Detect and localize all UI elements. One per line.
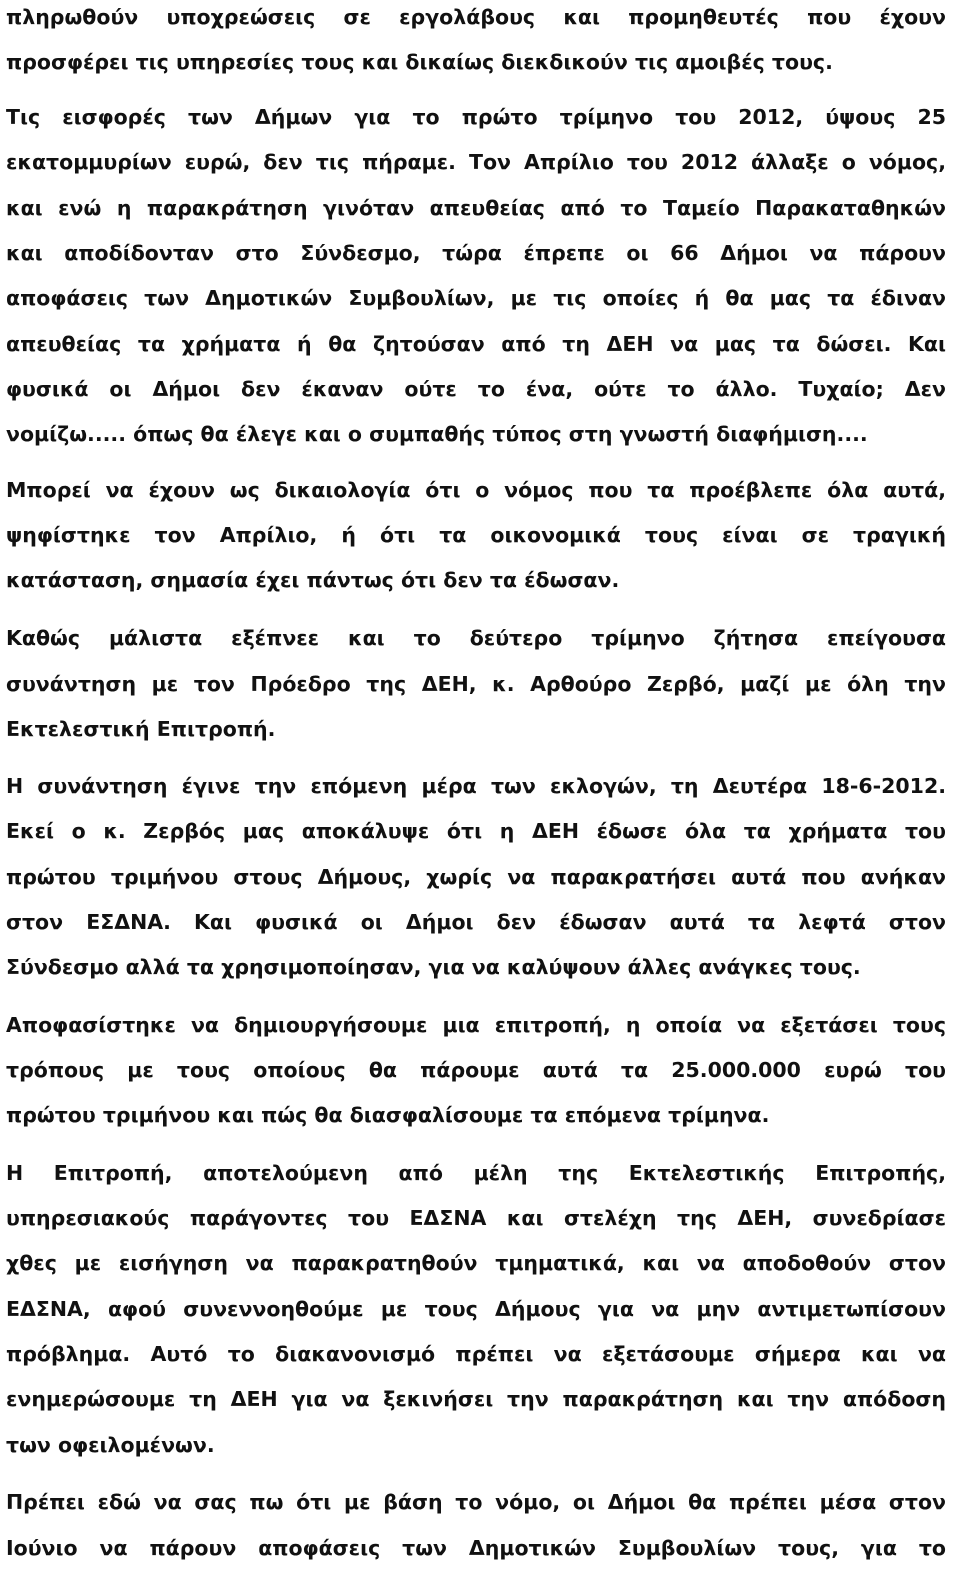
text-line: των οφειλομένων. <box>6 1433 215 1457</box>
text-line: και ενώ η παρακράτηση γινόταν απευθείας από το Ταμείο Παρακαταθηκών <box>6 196 946 220</box>
text-line: ενημερώσουμε τη ΔΕΗ για να ξεκινήσει την παρακράτηση και την απόδοση <box>6 1387 946 1411</box>
text-line: πρώτου τριμήνου και πώς θα διασφαλίσουμε τα επόμενα τρίμηνα. <box>6 1103 770 1127</box>
text-line: Τις εισφορές των Δήμων για το πρώτο τρίμηνο του 2012, ύψους 25 <box>6 105 946 129</box>
text-line: και αποδίδονταν στο Σύνδεσμο, τώρα έπρεπε οι 66 Δήμοι να πάρουν <box>6 241 946 265</box>
text-line: φυσικά οι Δήμοι δεν έκαναν ούτε το ένα, ούτε το άλλο. Τυχαίο; Δεν <box>6 377 946 401</box>
text-line: νομίζω..... όπως θα έλεγε και ο συμπαθής τύπος στη γνωστή διαφήμιση.... <box>6 422 868 446</box>
document-page <box>6 0 946 1590</box>
text-line: Αποφασίστηκε να δημιουργήσουμε μια επιτροπή, η οποία να εξετάσει τους <box>6 1013 946 1037</box>
text-line: Σύνδεσμο αλλά τα χρησιμοποίησαν, για να καλύψουν άλλες ανάγκες τους. <box>6 955 861 979</box>
text-line: τρόπους με τους οποίους θα πάρουμε αυτά τα 25.000.000 ευρώ του <box>6 1058 946 1082</box>
text-line: ΕΔΣΝΑ, αφού συνεννοηθούμε με τους Δήμους για να μην αντιμετωπίσουν <box>6 1297 946 1321</box>
text-line: προσφέρει τις υπηρεσίες τους και δικαίως διεκδικούν τις αμοιβές τους. <box>6 50 833 74</box>
text-line: χθες με εισήγηση να παρακρατηθούν τμηματικά, και να αποδοθούν στον <box>6 1251 946 1275</box>
text-line: Εκτελεστική Επιτροπή. <box>6 717 276 741</box>
text-line: στον ΕΣΔΝΑ. Και φυσικά οι Δήμοι δεν έδωσαν αυτά τα λεφτά στον <box>6 910 946 934</box>
text-line: απευθείας τα χρήματα ή θα ζητούσαν από τη ΔΕΗ να μας τα δώσει. Και <box>6 332 946 356</box>
text-line: εκατομμυρίων ευρώ, δεν τις πήραμε. Τον Απρίλιο του 2012 άλλαξε ο νόμος, <box>6 150 946 174</box>
text-line: υπηρεσιακούς παράγοντες του ΕΔΣΝΑ και στελέχη της ΔΕΗ, συνεδρίασε <box>6 1206 946 1230</box>
text-line: Η Επιτροπή, αποτελούμενη από μέλη της Εκτελεστικής Επιτροπής, <box>6 1161 946 1185</box>
text-line: ψηφίστηκε τον Απρίλιο, ή ότι τα οικονομικά τους είναι σε τραγική <box>6 523 946 547</box>
text-line: Πρέπει εδώ να σας πω ότι με βάση το νόμο, οι Δήμοι θα πρέπει μέσα στον <box>6 1490 946 1514</box>
text-line: κατάσταση, σημασία έχει πάντως ότι δεν τα έδωσαν. <box>6 568 620 592</box>
text-line: συνάντηση με τον Πρόεδρο της ΔΕΗ, κ. Αρθούρο Ζερβό, μαζί με όλη την <box>6 672 946 696</box>
text-line: Καθώς μάλιστα εξέπνεε και το δεύτερο τρίμηνο ζήτησα επείγουσα <box>6 626 946 650</box>
text-line: πρόβλημα. Αυτό το διακανονισμό πρέπει να εξετάσουμε σήμερα και να <box>6 1342 946 1366</box>
text-line: αποφάσεις των Δημοτικών Συμβουλίων, με τις οποίες ή θα μας τα έδιναν <box>6 286 946 310</box>
text-line: Εκεί ο κ. Ζερβός μας αποκάλυψε ότι η ΔΕΗ έδωσε όλα τα χρήματα του <box>6 819 946 843</box>
text-line: Μπορεί να έχουν ως δικαιολογία ότι ο νόμος που τα προέβλεπε όλα αυτά, <box>6 478 946 502</box>
text-line: πρώτου τριμήνου στους Δήμους, χωρίς να παρακρατήσει αυτά που ανήκαν <box>6 865 946 889</box>
text-line: Ιούνιο να πάρουν αποφάσεις των Δημοτικών Συμβουλίων τους, για το <box>6 1536 946 1560</box>
text-line: Η συνάντηση έγινε την επόμενη μέρα των εκλογών, τη Δευτέρα 18-6-2012. <box>6 774 946 798</box>
text-line: πληρωθούν υποχρεώσεις σε εργολάβους και προμηθευτές που έχουν <box>6 5 946 29</box>
